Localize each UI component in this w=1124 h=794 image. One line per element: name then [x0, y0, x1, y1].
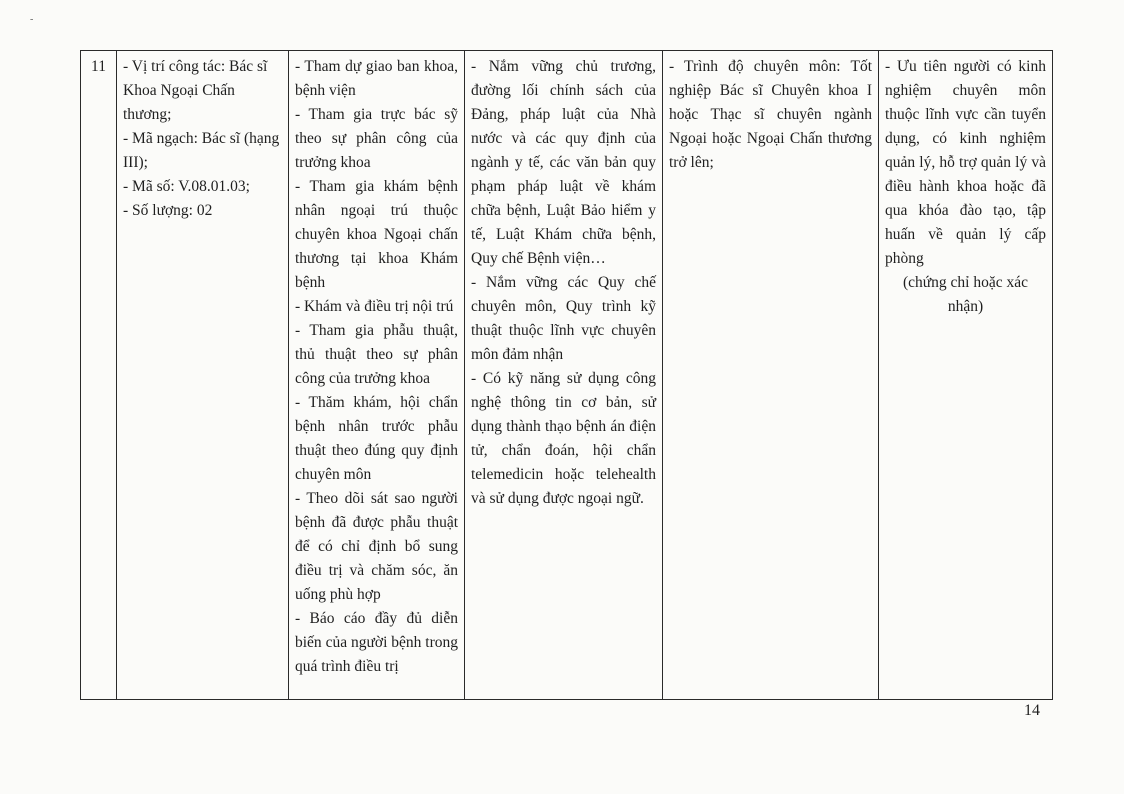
duty-item: - Tham gia trực bác sỹ theo sự phân công của trưởng khoa: [295, 106, 458, 171]
priority-item: - Ưu tiên người có kinh nghiệm chuyên môn thuộc lĩnh vực cần tuyển dụng, có kinh nghiệm quản lý, hỗ trợ quản lý và điều hành khoa hoặc đã qua khóa đào tạo, tập huấn về quản lý cấp phòng: [885, 58, 1046, 267]
duty-item: - Theo dõi sát sao người bệnh đã được phẫu thuật để có chỉ định bổ sung điều trị và chăm sóc, ăn uống phù hợp: [295, 490, 458, 603]
requirement-item: - Nắm vững chủ trương, đường lối chính sách của Đảng, pháp luật của Nhà nước và các quy định của ngành y tế, các văn bản quy phạm pháp luật về khám chữa bệnh, Luật Bảo hiểm y tế, Luật Khám chữa bệnh, Quy chế Bệnh viện…: [471, 58, 656, 267]
position-line: - Mã ngạch: Bác sĩ (hạng III);: [123, 130, 280, 171]
position-line: - Mã số: V.08.01.03;: [123, 178, 250, 195]
row-number: 11: [91, 58, 106, 75]
duty-item: - Tham dự giao ban khoa, bệnh viện: [295, 58, 458, 99]
qualification-item: - Trình độ chuyên môn: Tốt nghiệp Bác sĩ Chuyên khoa I hoặc Thạc sĩ chuyên ngành Ngoại hoặc Ngoại Chấn thương trở lên;: [669, 58, 872, 171]
priority-cell: [879, 51, 1053, 700]
requirement-item: - Có kỹ năng sử dụng công nghệ thông tin cơ bản, sử dụng thành thạo bệnh án điện tử, chẩn đoán, hội chẩn telemedicin hoặc telehealth và sử dụng được ngoại ngữ.: [471, 370, 656, 507]
row-number-cell: [81, 51, 117, 700]
requirement-item: - Nắm vững các Quy chế chuyên môn, Quy trình kỹ thuật thuộc lĩnh vực chuyên môn đảm nhận: [471, 274, 656, 363]
duty-item: - Tham gia khám bệnh nhân ngoại trú thuộc chuyên khoa Ngoại chấn thương tại khoa Khám bệnh: [295, 178, 458, 291]
page-number: 14: [1024, 702, 1040, 719]
position-cell: [117, 51, 289, 700]
duty-item: - Khám và điều trị nội trú: [295, 298, 454, 315]
recruitment-table: [80, 50, 1053, 700]
corner-mark: -: [30, 14, 34, 25]
position-line: - Vị trí công tác: Bác sĩ Khoa Ngoại Chấn thương;: [123, 58, 268, 123]
table-row: [81, 51, 1053, 700]
duty-item: - Thăm khám, hội chẩn bệnh nhân trước phẫu thuật theo đúng quy định chuyên môn: [295, 394, 458, 483]
duty-item: - Báo cáo đầy đủ diễn biến của người bệnh trong quá trình điều trị: [295, 610, 458, 675]
requirements-cell: [465, 51, 663, 700]
duty-item: - Tham gia phẫu thuật, thủ thuật theo sự phân công của trưởng khoa: [295, 322, 458, 387]
duties-cell: [289, 51, 465, 700]
priority-note: (chứng chỉ hoặc xác nhận): [902, 274, 1029, 315]
qualifications-cell: [663, 51, 879, 700]
position-line: - Số lượng: 02: [123, 202, 213, 219]
